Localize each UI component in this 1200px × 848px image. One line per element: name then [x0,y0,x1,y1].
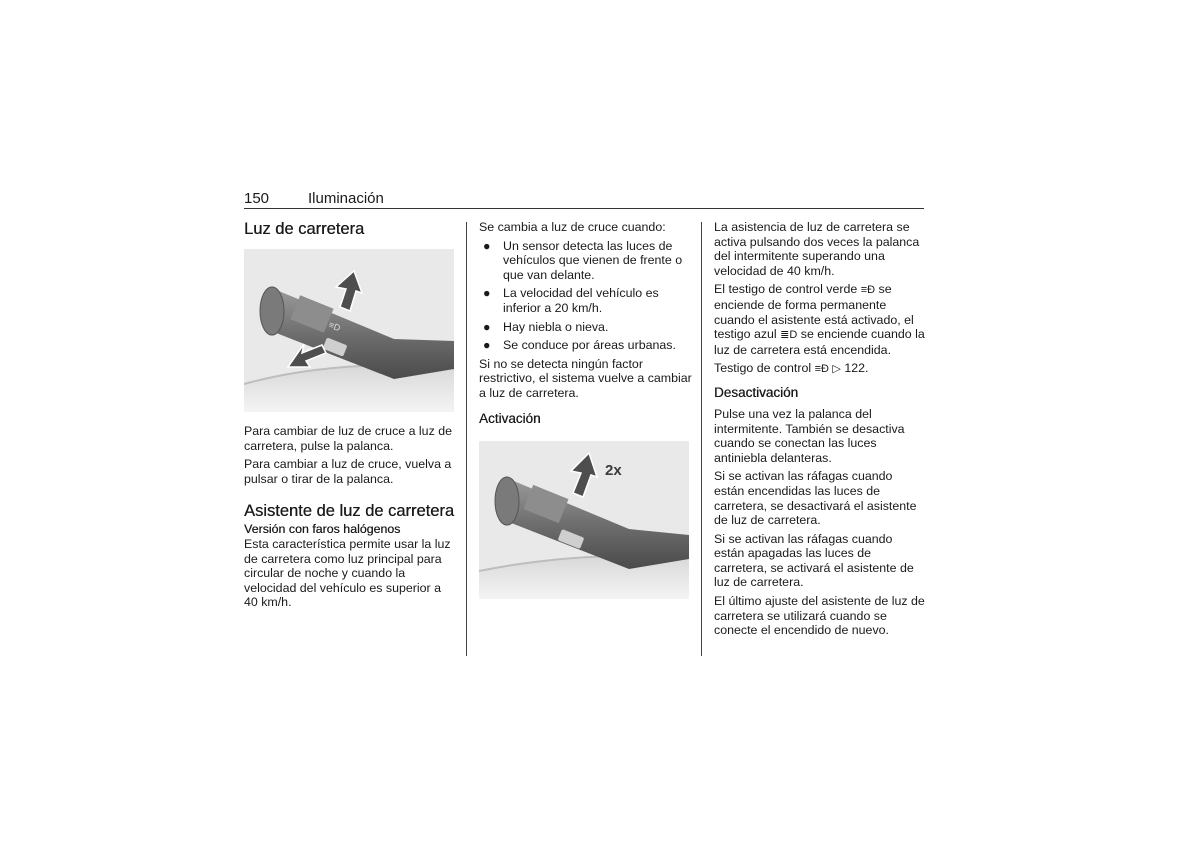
column-2 [479,220,692,599]
high-beam-icon: ≣D [780,329,798,342]
heading-activacion: Activación [479,410,541,426]
heading-asistente-luz-carretera: Asistente de luz de carretera [244,502,455,521]
paragraph: Pulse una vez la palanca del intermitente. También se desactiva cuando se conectan las luces antiniebla delanteras. [714,406,905,465]
svg-text:≡D: ≡D [327,319,342,334]
figure-activation-lever [479,441,689,599]
page-number: 150 [244,190,270,207]
paragraph: Si se activan las ráfagas cuando están encendidas las luces de carretera, se desactivará el asistente de luz de carretera. [714,469,917,528]
paragraph: El testigo de control verde ≡Ð se enciende de forma permanente cuando el asistente está activado, el testigo azul ≣D se enciende cuando la luz de carretera está encendida. [714,282,925,357]
column-divider [701,222,702,656]
heading-desactivacion: Desactivación [714,384,799,400]
figure-high-beam-lever [244,249,454,412]
paragraph: Esta característica permite usar la luz de carretera como luz principal para circular de noche y cuando la velocidad del vehículo es superior a 40 km/h. [244,536,451,610]
list-item: ● Un sensor detecta las luces de vehículos que vienen de frente o que van delante. [483,238,683,282]
press-twice-label: 2x [605,461,622,479]
bullet-icon: ● [483,238,491,253]
list-item: ● Hay niebla o nieva. [483,319,609,334]
bullet-icon: ● [483,286,491,301]
lever-illustration [479,441,689,599]
page-header [244,188,924,209]
section-title: Iluminación [308,190,384,207]
lever-illustration [244,249,454,412]
heading-luz-de-carretera: Luz de carretera [244,220,365,238]
column-3 [714,220,926,642]
list-item: ● La velocidad del vehículo es inferior a 20 km/h. [483,286,659,315]
paragraph: Si no se detecta ningún factor restrictivo, el sistema vuelve a cambiar a luz de carretera. [479,356,692,400]
high-beam-assist-icon: ≡Ð [860,284,876,297]
bullet-icon: ● [483,319,491,334]
paragraph: Para cambiar a luz de cruce, vuelva a pulsar o tirar de la palanca. [244,457,452,486]
subheading-halogen: Versión con faros halógenos [244,522,401,537]
column-divider [466,222,467,656]
high-beam-assist-icon: ≡Ð [814,363,829,376]
paragraph: El último ajuste del asistente de luz de carretera se utilizará cuando se conecte el encendido de nuevo. [714,594,925,638]
bullet-icon: ● [483,338,491,353]
paragraph: Si se activan las ráfagas cuando están apagadas las luces de carretera, se activará el asistente de luz de carretera. [714,531,914,590]
column-1 [244,220,456,614]
list-item: ● Se conduce por áreas urbanas. [483,338,676,353]
bullet-list [479,239,692,353]
paragraph: Para cambiar de luz de cruce a luz de carretera, pulse la palanca. [244,424,452,453]
page-reference-icon[interactable]: ▷ [832,363,841,376]
paragraph: Se cambia a luz de cruce cuando: [479,220,666,234]
paragraph: Testigo de control ≡Ð ▷ 122. [714,361,869,376]
paragraph: La asistencia de luz de carretera se activa pulsando dos veces la palanca del intermitente superando una velocidad de 40 km/h. [714,220,920,278]
